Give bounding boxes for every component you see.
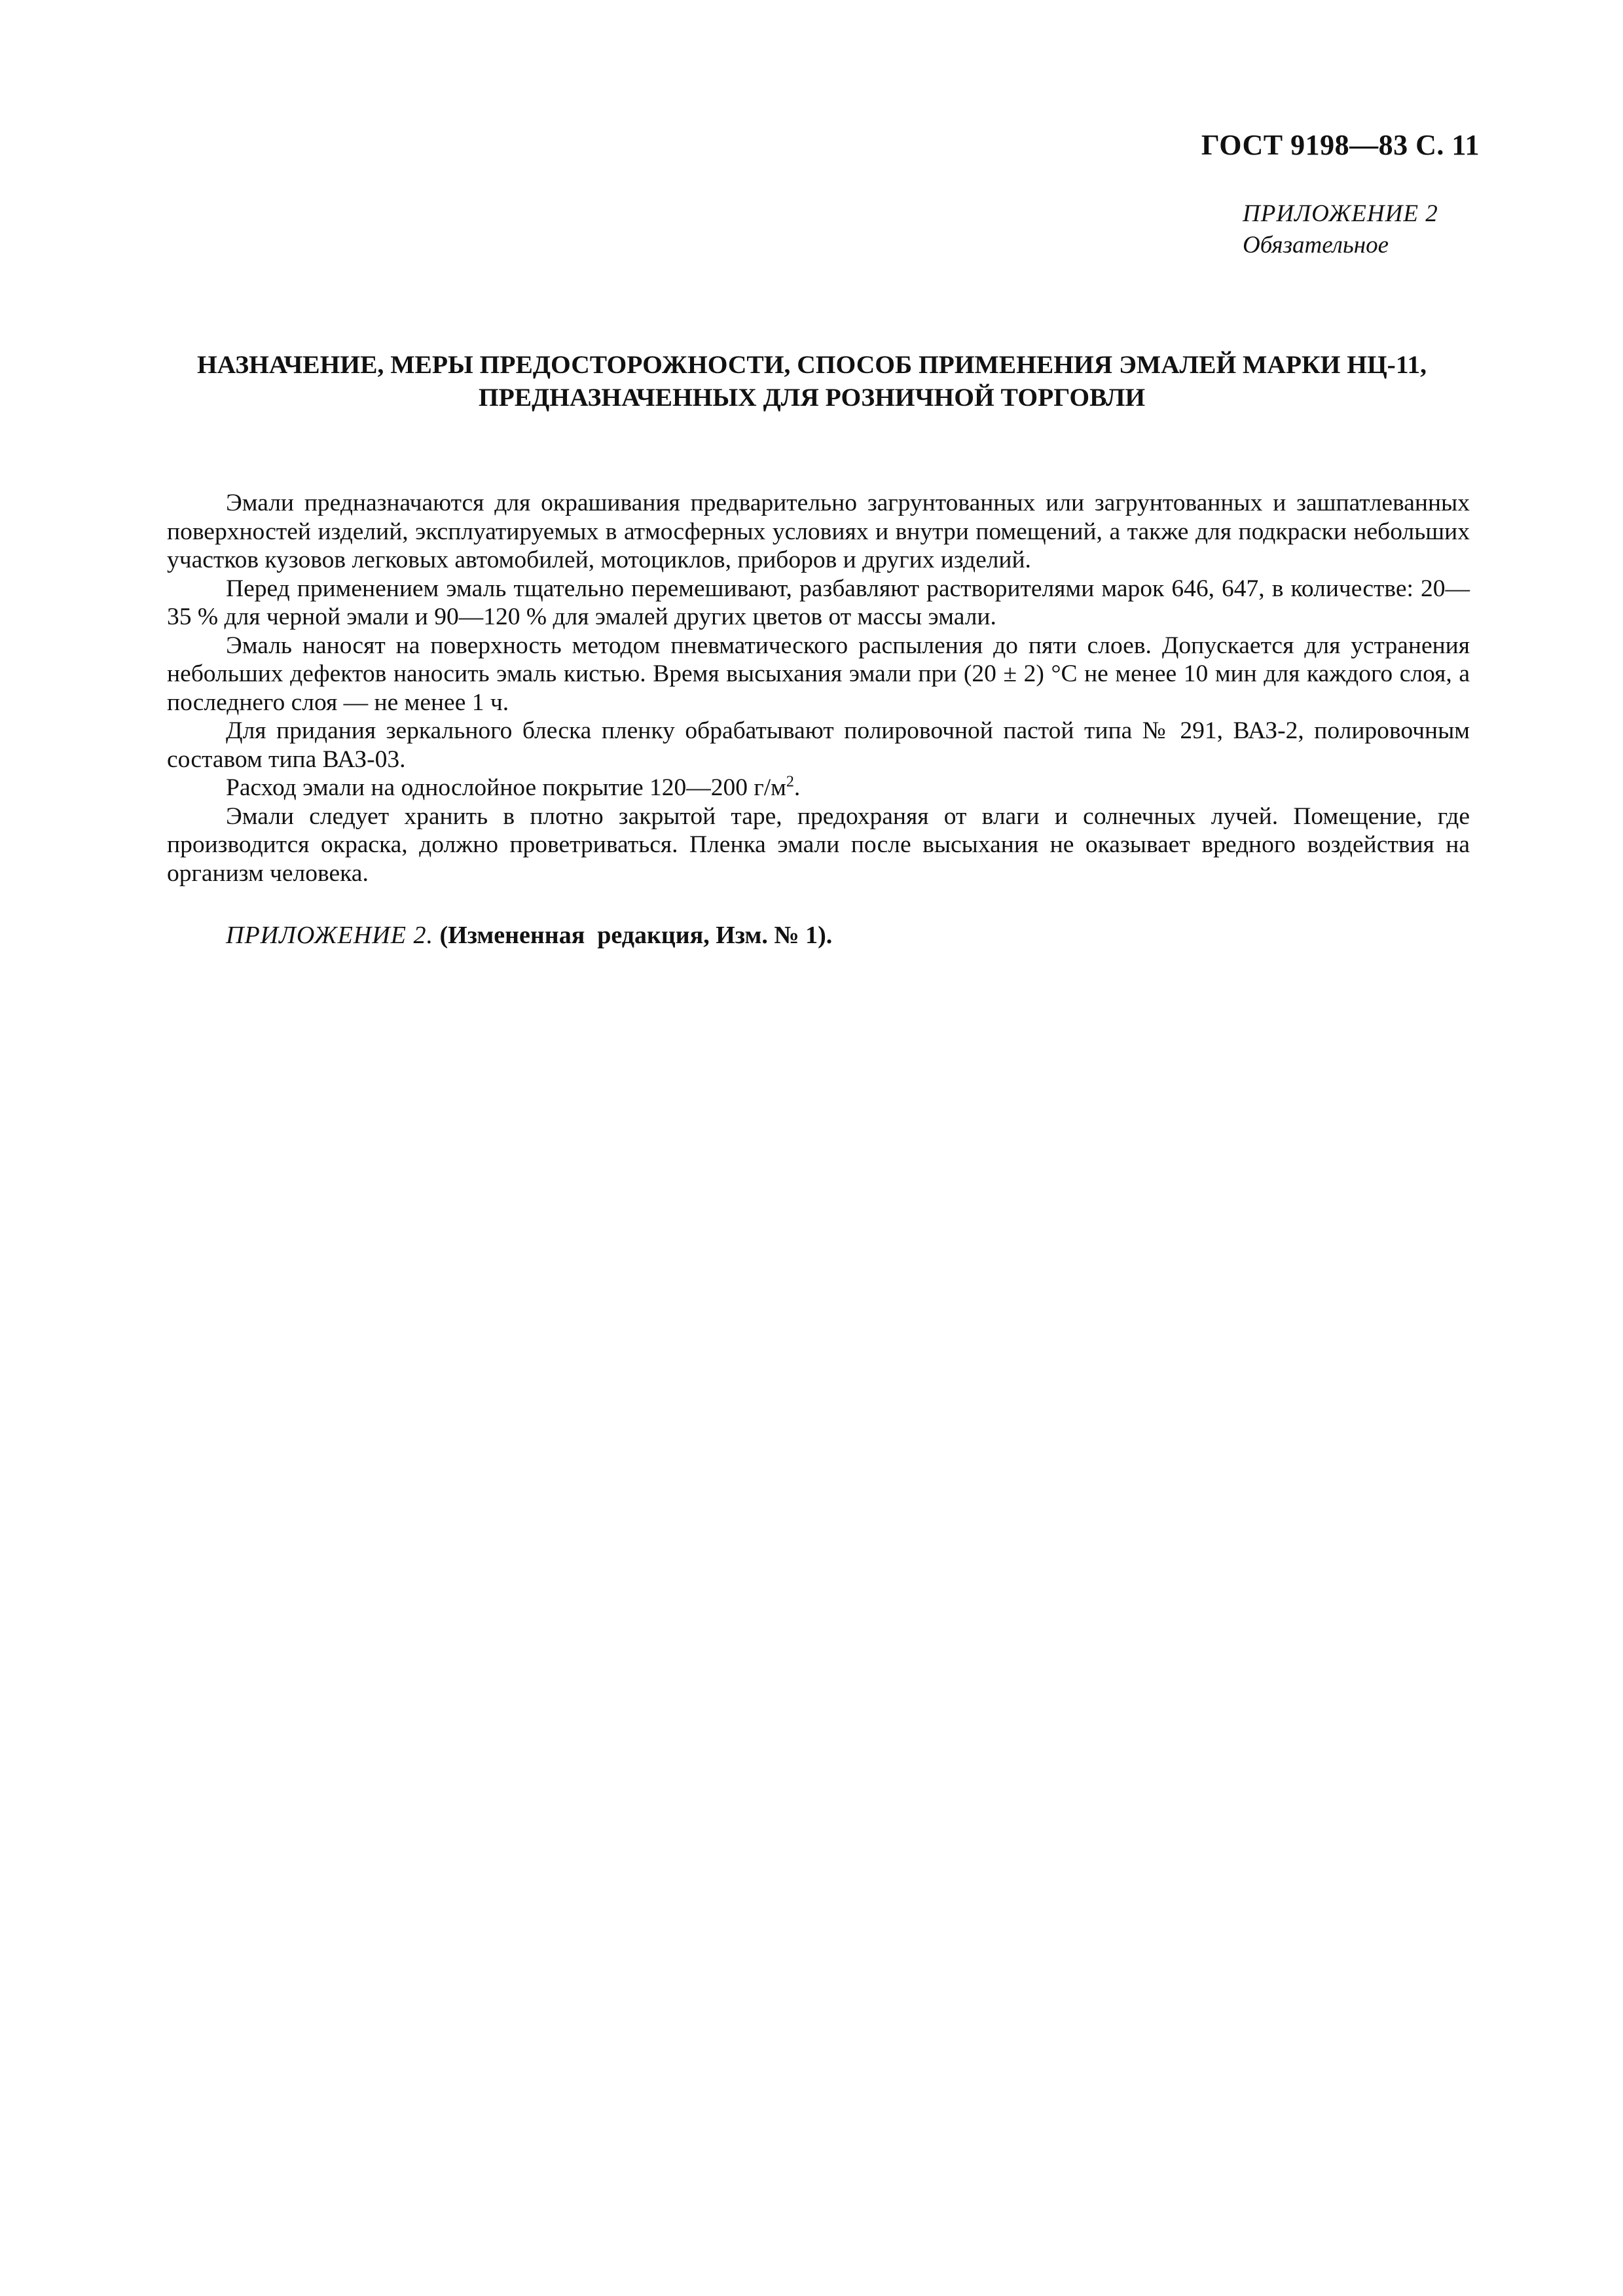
- paragraph-application: Эмаль наносят на поверхность методом пневматического распыления до пяти слоев. Допускается для устранения небольших дефектов наносить эмаль кистью. Время высыхания эмали при (20 ± 2) °С не менее 10 мин для каждого слоя, а последнего слоя — не менее 1 ч.: [167, 632, 1470, 716]
- paragraph-polishing: Для придания зеркального блеска пленку обрабатывают полировочной пастой типа № 291, ВАЗ-2, полировочным составом типа ВАЗ-03.: [167, 717, 1470, 773]
- amendment-revision: (Измененная редакция, Изм. № 1).: [439, 922, 833, 949]
- appendix-block: [1243, 198, 1504, 261]
- consumption-text: Расход эмали на однослойное покрытие 120—200 г/м: [226, 774, 786, 801]
- body-text: [167, 489, 1470, 888]
- title-line-2: ПРЕДНАЗНАЧЕННЫХ ДЛЯ РОЗНИЧНОЙ ТОРГОВЛИ: [478, 383, 1146, 412]
- amendment-appendix-ref: ПРИЛОЖЕНИЕ 2.: [226, 922, 433, 949]
- document-title: [157, 348, 1467, 414]
- paragraph-purpose: Эмали предназначаются для окрашивания предварительно загрунтованных или загрунтованных и зашпатлеванных поверхностей изделий, эксплуатируемых в атмосферных условиях и внутри помещений, а также для подкраски небольших участков кузовов легковых автомобилей, мотоциклов, приборов и других изделий.: [167, 490, 1470, 573]
- paragraph-consumption: [167, 774, 1470, 802]
- appendix-label: ПРИЛОЖЕНИЕ 2: [1243, 200, 1438, 227]
- appendix-status: Обязательное: [1243, 232, 1389, 259]
- standard-reference: ГОСТ 9198—83 С. 11: [1201, 129, 1480, 161]
- title-line-1: НАЗНАЧЕНИЕ, МЕРЫ ПРЕДОСТОРОЖНОСТИ, СПОСОБ ПРИМЕНЕНИЯ ЭМАЛЕЙ МАРКИ НЦ-11,: [196, 350, 1427, 379]
- consumption-period: .: [793, 774, 801, 801]
- amendment-note: [226, 921, 832, 950]
- paragraph-storage: Эмали следует хранить в плотно закрытой таре, предохраняя от влаги и солнечных лучей. Помещение, где производится окраска, должно проветриваться. Пленка эмали после высыхания не оказывает вредного воздействия на организм человека.: [167, 802, 1470, 887]
- paragraph-thinning: Перед применением эмаль тщательно перемешивают, разбавляют растворителями марок 646, 647, в количестве: 20—35 % для черной эмали и 90—120 % для эмалей других цветов от массы эмали.: [167, 575, 1470, 630]
- consumption-superscript: 2: [786, 773, 794, 791]
